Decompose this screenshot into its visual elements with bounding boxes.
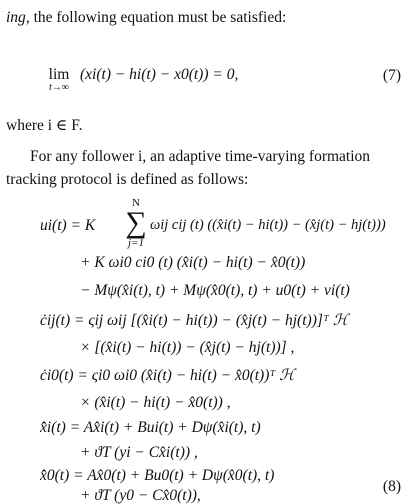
intro-text: , the following equation must be satisfied: <box>25 9 287 26</box>
eq8-line-6: ċi0(t) = ςi0 ωi0 (x̂i(t) − hi(t) − x̂0(t))ᵀ ℋ <box>40 367 295 384</box>
eq8-line-10: x̂̇0(t) = Ax̂0(t) + Bu0(t) + Dψ(x̂0(t), t) <box>40 467 275 484</box>
eq7-lim <box>44 67 74 93</box>
eq7-body: (xi(t) − hi(t) − x0(t)) = 0, <box>80 66 239 83</box>
eq8-line-2: + K ωi0 ci0 (t) (x̂i(t) − hi(t) − x̂0(t)) <box>80 254 306 271</box>
eq7-number: (7) <box>382 67 401 84</box>
eq8-line-9: + ϑT (yi − Cx̂i(t)) , <box>80 444 198 461</box>
eq7-lim-sub: t→∞ <box>49 81 69 93</box>
eq8-number: (8) <box>382 478 401 495</box>
intro-word: ing <box>6 9 26 26</box>
eq8-sum <box>124 198 148 249</box>
para-line-2: tracking protocol is defined as follows: <box>6 171 249 188</box>
eq8-line-4: ċij(t) = ςij ωij [(x̂i(t) − hi(t)) − (x̂j(t) − hj(t))]ᵀ ℋ <box>40 312 349 329</box>
eq8-sum-lower: j=1 <box>128 236 144 249</box>
eq8-line-5: × [(x̂i(t) − hi(t)) − (x̂j(t) − hj(t))] , <box>80 339 295 356</box>
para-line-1: For any follower i, an adaptive time-varying formation <box>30 148 371 165</box>
eq8-line-11: + ϑT (y0 − Cx̂0(t)), <box>80 487 201 504</box>
sum-icon: ∑ <box>125 206 147 239</box>
eq8-sum-upper: N <box>132 197 140 209</box>
eq8-line-1b: ωij cij (t) ((x̂i(t) − hi(t)) − (x̂j(t) − hj(t))) <box>150 217 386 233</box>
eq8-line-8: x̂̇i(t) = Ax̂i(t) + Bui(t) + Dψ(x̂i(t), t) <box>40 419 261 436</box>
eq8-line-3: − Mψ(x̂i(t), t) + Mψ(x̂0(t), t) + u0(t) + vi(t) <box>80 282 350 299</box>
eq7-lim-label: lim <box>48 66 70 83</box>
eq8-line-7: × (x̂i(t) − hi(t) − x̂0(t)) , <box>80 394 231 411</box>
intro-line <box>6 10 286 26</box>
eq8-line-1a: ui(t) = K <box>40 217 96 234</box>
where-line: where i ∈ F. <box>6 117 83 134</box>
